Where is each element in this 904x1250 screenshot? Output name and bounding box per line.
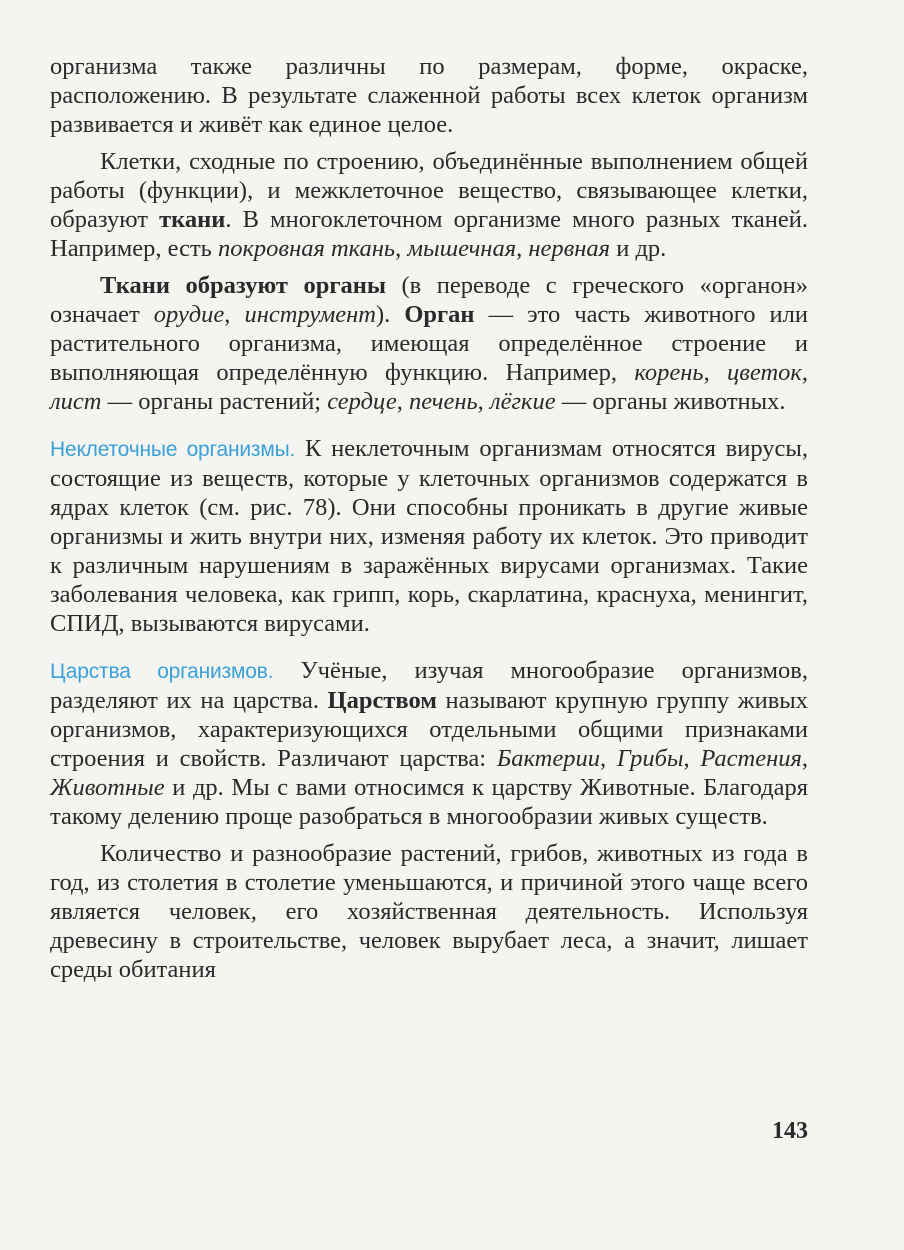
term-bold: ткани: [159, 206, 226, 233]
section-heading: Неклеточные организмы.: [50, 438, 296, 461]
term-italic: лёгкие: [489, 388, 556, 415]
term-italic: сердце: [327, 388, 397, 415]
term-bold: Орган: [404, 301, 475, 328]
text-run: — органы животных.: [555, 388, 786, 415]
term-italic: нервная: [528, 235, 611, 262]
text-run: ,: [516, 235, 529, 262]
term-italic: цветок: [727, 359, 802, 386]
term-italic: печень: [408, 388, 478, 415]
term-italic: орудие: [153, 301, 225, 328]
page-number: 143: [772, 1118, 808, 1144]
text-run: и др. Мы с вами относимся к царству Животные. Благодаря такому делению проще разобраться в многообразии живых существ.: [50, 774, 808, 830]
term-italic: Животные: [50, 774, 165, 801]
term-italic: инструмент: [244, 301, 376, 328]
text-run: — это часть животного или растительного организма, имеющая определённое строение и выполняющая определённую функцию. Например,: [50, 301, 808, 386]
text-run: (в переводе с греческого «органон» означает: [50, 272, 808, 328]
term-italic: мышечная: [407, 235, 517, 262]
text-run: ).: [376, 301, 405, 328]
text-run: ,: [801, 359, 809, 386]
text-run: — органы растений;: [101, 388, 328, 415]
text-run: Клетки, сходные по строению, объединённые выполнением общей работы (функции), и межклеточное вещество, связывающее клетки, образуют: [50, 148, 808, 233]
term-italic: покровная ткань: [217, 235, 396, 262]
text-run: ,: [395, 235, 408, 262]
paragraph-continuation: [50, 52, 808, 139]
text-run: Количество и разнообразие растений, грибов, животных из года в год, из столетия в столетие уменьшаются, и причиной этого чаще всего является человек, его хозяйственная деятельность. Используя древесину в строительстве, человек вырубает леса, а значит, лишает среды обитания: [50, 840, 808, 983]
paragraph-noncellular: [50, 434, 808, 638]
paragraph-organs: [50, 271, 808, 416]
term-italic: лист: [50, 388, 102, 415]
paragraph-kingdoms: [50, 656, 808, 831]
text-run: называют крупную группу живых организмов, характеризующихся отдельными общими признаками строения и свойств. Различают царства:: [50, 687, 808, 772]
paragraph-biodiversity: [50, 839, 808, 984]
text-run: ,: [224, 301, 245, 328]
text-run: ,: [683, 745, 701, 772]
text-run: Учёные, изучая многообразие организмов, разделяют их на царства.: [50, 657, 808, 714]
term-italic: Растения: [700, 745, 802, 772]
paragraph-tissues: [50, 147, 808, 263]
text-run: организма также различны по размерам, форме, окраске, расположению. В результате слаженной работы всех клеток организм развивается и живёт как единое целое.: [50, 53, 808, 138]
textbook-page: [50, 52, 808, 984]
text-run: и др.: [610, 235, 667, 262]
term-italic: Бактерии: [496, 745, 600, 772]
text-run: ,: [396, 388, 409, 415]
term-italic: корень: [634, 359, 704, 386]
section-heading: Царства организмов.: [50, 660, 274, 683]
text-run: . В многоклеточном организме много разных тканей. Например, есть: [50, 206, 808, 262]
text-run: ,: [703, 359, 728, 386]
text-run: ,: [599, 745, 617, 772]
text-run: ,: [477, 388, 490, 415]
term-bold: Царством: [327, 687, 437, 714]
text-run: ,: [801, 745, 809, 772]
term-italic: Грибы: [616, 745, 684, 772]
term-bold: Ткани образуют органы: [100, 272, 386, 299]
text-run: К неклеточным организмам относятся вирусы, состоящие из веществ, которые у клеточных организмов содержатся в ядрах клеток (см. рис. 78). Они способны проникать в другие живые организмы и жить внутри них, изменяя работу их клеток. Это приводит к различным нарушениям в заражённых вирусами организмах. Такие заболевания человека, как грипп, корь, скарлатина, краснуха, менингит, СПИД, вызываются вирусами.: [50, 435, 808, 637]
